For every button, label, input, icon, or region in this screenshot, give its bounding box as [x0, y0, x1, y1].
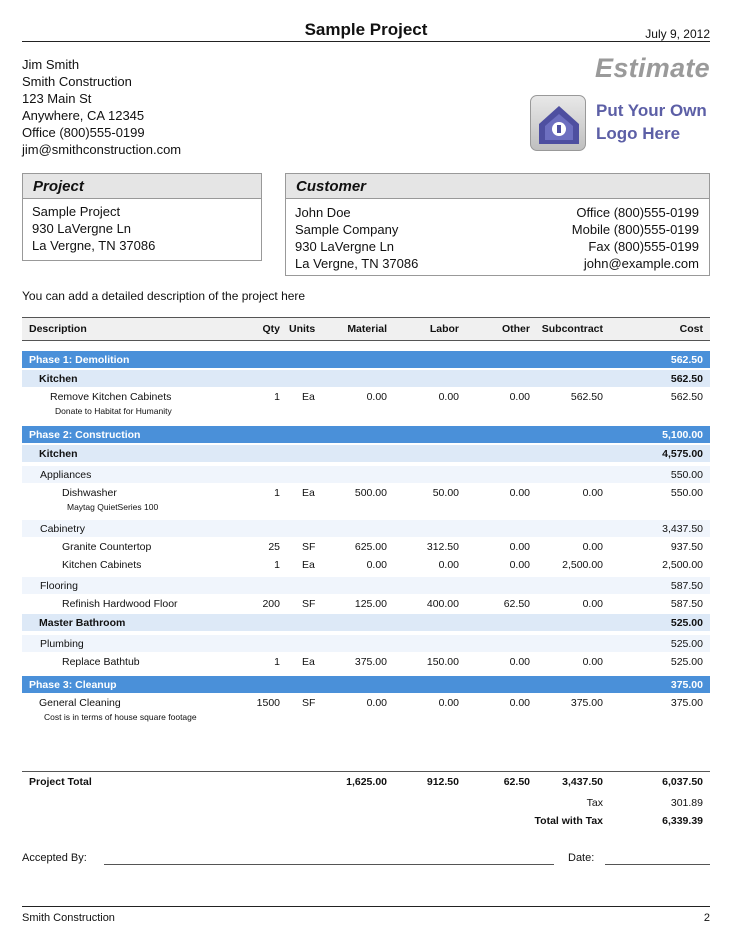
- acceptance-date-line[interactable]: [605, 864, 710, 865]
- cell-desc: Donate to Habitat for Humanity: [55, 406, 172, 416]
- cell-desc: Phase 2: Construction: [29, 429, 141, 441]
- company-contact-name: Jim Smith: [22, 57, 80, 72]
- item-note-row: [22, 405, 710, 419]
- cell-labor: 0.00: [438, 391, 459, 403]
- cell-desc: Kitchen Cabinets: [62, 559, 142, 571]
- title-divider: [22, 41, 710, 42]
- area-row: [22, 614, 710, 631]
- cell-cost: 937.50: [670, 541, 703, 553]
- total-material: 1,625.00: [346, 776, 387, 788]
- cell-units: Ea: [302, 391, 315, 403]
- item-note-row: [22, 711, 710, 725]
- cell-cost: 525.00: [670, 617, 703, 629]
- category-row: [22, 520, 710, 537]
- cell-desc: Appliances: [40, 469, 92, 481]
- cell-desc: Phase 1: Demolition: [29, 354, 130, 366]
- cell-cost: 587.50: [670, 598, 703, 610]
- phase-row: [22, 351, 710, 368]
- cell-labor: 0.00: [438, 559, 459, 571]
- cell-desc: Flooring: [40, 580, 78, 592]
- cell-other: 0.00: [509, 541, 530, 553]
- customer-email: john@example.com: [583, 256, 699, 271]
- cell-desc: Maytag QuietSeries 100: [67, 502, 159, 512]
- cell-subcontract: 0.00: [582, 598, 603, 610]
- cell-cost: 4,575.00: [662, 448, 703, 460]
- page-title: Sample Project: [304, 20, 428, 39]
- cell-cost: 525.00: [670, 638, 703, 650]
- item-note-row: [22, 501, 710, 515]
- cell-material: 0.00: [366, 391, 387, 403]
- project-description: You can add a detailed description of the project here: [22, 289, 306, 303]
- table-row: [22, 556, 710, 573]
- cell-desc: Cabinetry: [40, 523, 85, 535]
- customer-office-phone: Office (800)555-0199: [576, 205, 699, 220]
- company-name: Smith Construction: [22, 74, 132, 89]
- area-row: [22, 370, 710, 387]
- project-box-heading: Project: [23, 174, 261, 199]
- cell-desc: Dishwasher: [62, 487, 117, 499]
- header-qty: Qty: [262, 323, 280, 335]
- cell-units: SF: [302, 541, 316, 553]
- acceptance-date-label: Date:: [568, 852, 595, 864]
- footer-company: Smith Construction: [22, 912, 115, 924]
- cell-material: 500.00: [354, 487, 387, 499]
- tax-label: Tax: [586, 797, 603, 809]
- cell-qty: 1: [274, 559, 280, 571]
- customer-city: La Vergne, TN 37086: [295, 256, 419, 271]
- table-row: [22, 484, 710, 501]
- cell-labor: 150.00: [426, 656, 459, 668]
- project-city: La Vergne, TN 37086: [32, 238, 156, 253]
- cell-cost: 5,100.00: [662, 429, 703, 441]
- cell-qty: 200: [262, 598, 280, 610]
- cell-units: Ea: [302, 487, 315, 499]
- total-other: 62.50: [503, 776, 530, 788]
- customer-box: [285, 173, 710, 276]
- cell-material: 125.00: [354, 598, 387, 610]
- total-subcontract: 3,437.50: [562, 776, 603, 788]
- cell-subcontract: 2,500.00: [562, 559, 603, 571]
- cell-other: 0.00: [509, 656, 530, 668]
- table-header: [22, 317, 710, 341]
- cell-subcontract: 0.00: [582, 541, 603, 553]
- cell-qty: 25: [268, 541, 280, 553]
- accepted-by-label: Accepted By:: [22, 852, 87, 864]
- cell-desc: Replace Bathtub: [62, 656, 140, 668]
- cell-desc: Cost is in terms of house square footage: [44, 712, 197, 722]
- cell-units: SF: [302, 697, 316, 709]
- cell-labor: 0.00: [438, 697, 459, 709]
- cell-cost: 550.00: [670, 487, 703, 499]
- category-row: [22, 577, 710, 594]
- header-description: Description: [29, 323, 87, 335]
- cell-cost: 562.50: [670, 354, 703, 366]
- document-type: Estimate: [595, 53, 710, 83]
- cell-subcontract: 0.00: [582, 656, 603, 668]
- project-street: 930 LaVergne Ln: [32, 221, 132, 236]
- cell-other: 0.00: [509, 391, 530, 403]
- customer-box-heading: Customer: [286, 174, 709, 199]
- total-with-tax-label: Total with Tax: [534, 815, 603, 827]
- cell-subcontract: 0.00: [582, 487, 603, 499]
- total-cost: 6,037.50: [662, 776, 703, 788]
- cell-units: Ea: [302, 559, 315, 571]
- cell-desc: Master Bathroom: [39, 617, 126, 629]
- footer-page-number: 2: [703, 912, 710, 924]
- cell-desc: Kitchen: [39, 448, 78, 460]
- cell-material: 0.00: [366, 697, 387, 709]
- header-labor: Labor: [429, 323, 459, 335]
- cell-labor: 400.00: [426, 598, 459, 610]
- cell-material: 375.00: [354, 656, 387, 668]
- accepted-by-signature-line[interactable]: [104, 864, 554, 865]
- total-labor: 912.50: [426, 776, 459, 788]
- total-with-tax-value: 6,339.39: [662, 815, 703, 827]
- table-row: [22, 388, 710, 405]
- cell-desc: Remove Kitchen Cabinets: [50, 391, 172, 403]
- cell-other: 0.00: [509, 697, 530, 709]
- cell-desc: Plumbing: [40, 638, 84, 650]
- cell-qty: 1500: [256, 697, 280, 709]
- cell-other: 0.00: [509, 559, 530, 571]
- customer-mobile-phone: Mobile (800)555-0199: [571, 222, 699, 237]
- cell-desc: Kitchen: [39, 373, 78, 385]
- cell-units: Ea: [302, 656, 315, 668]
- company-phone: Office (800)555-0199: [22, 125, 145, 140]
- header-subcontract: Subcontract: [541, 323, 603, 335]
- cell-cost: 550.00: [670, 469, 703, 481]
- company-street: 123 Main St: [22, 91, 92, 106]
- cell-desc: General Cleaning: [39, 697, 121, 709]
- header-material: Material: [347, 323, 387, 335]
- table-row: [22, 538, 710, 555]
- company-address: [22, 56, 181, 158]
- cell-cost: 375.00: [670, 679, 703, 691]
- logo-text: [596, 99, 707, 145]
- tax-value: 301.89: [670, 797, 703, 809]
- cell-cost: 562.50: [670, 373, 703, 385]
- footer-divider: [22, 906, 710, 907]
- logo-text-line-2: Logo Here: [596, 124, 681, 143]
- cell-cost: 375.00: [670, 697, 703, 709]
- cell-material: 625.00: [354, 541, 387, 553]
- header-other: Other: [501, 323, 530, 335]
- table-row: [22, 653, 710, 670]
- cell-desc: Granite Countertop: [62, 541, 152, 553]
- cell-qty: 1: [274, 391, 280, 403]
- phase-row: [22, 426, 710, 443]
- house-wrench-icon: [530, 95, 586, 151]
- header-cost: Cost: [679, 323, 703, 335]
- cell-qty: 1: [274, 656, 280, 668]
- project-total-label: Project Total: [29, 776, 92, 788]
- header-units: Units: [289, 323, 316, 335]
- cell-cost: 3,437.50: [662, 523, 703, 535]
- project-total-row: [22, 771, 710, 791]
- table-row: [22, 595, 710, 612]
- cell-labor: 312.50: [426, 541, 459, 553]
- cell-cost: 525.00: [670, 656, 703, 668]
- project-name: Sample Project: [32, 204, 121, 219]
- logo-text-line-1: Put Your Own: [596, 101, 707, 120]
- cell-other: 0.00: [509, 487, 530, 499]
- cell-subcontract: 375.00: [570, 697, 603, 709]
- area-row: [22, 445, 710, 462]
- cell-cost: 587.50: [670, 580, 703, 592]
- company-city: Anywhere, CA 12345: [22, 108, 145, 123]
- cell-material: 0.00: [366, 559, 387, 571]
- cell-cost: 562.50: [670, 391, 703, 403]
- cell-other: 62.50: [503, 598, 530, 610]
- table-row: [22, 694, 710, 711]
- customer-fax: Fax (800)555-0199: [588, 239, 699, 254]
- cell-desc: Phase 3: Cleanup: [29, 679, 117, 691]
- customer-street: 930 LaVergne Ln: [295, 239, 395, 254]
- category-row: [22, 635, 710, 652]
- document-date: July 9, 2012: [645, 27, 710, 41]
- cell-subcontract: 562.50: [570, 391, 603, 403]
- cell-units: SF: [302, 598, 316, 610]
- cell-desc: Refinish Hardwood Floor: [62, 598, 178, 610]
- customer-company: Sample Company: [295, 222, 399, 237]
- cell-labor: 50.00: [432, 487, 459, 499]
- customer-name: John Doe: [295, 205, 351, 220]
- project-box: [22, 173, 262, 261]
- phase-row: [22, 676, 710, 693]
- cell-qty: 1: [274, 487, 280, 499]
- company-email: jim@smithconstruction.com: [22, 142, 182, 157]
- category-row: [22, 466, 710, 483]
- cell-cost: 2,500.00: [662, 559, 703, 571]
- logo-placeholder: [530, 95, 710, 153]
